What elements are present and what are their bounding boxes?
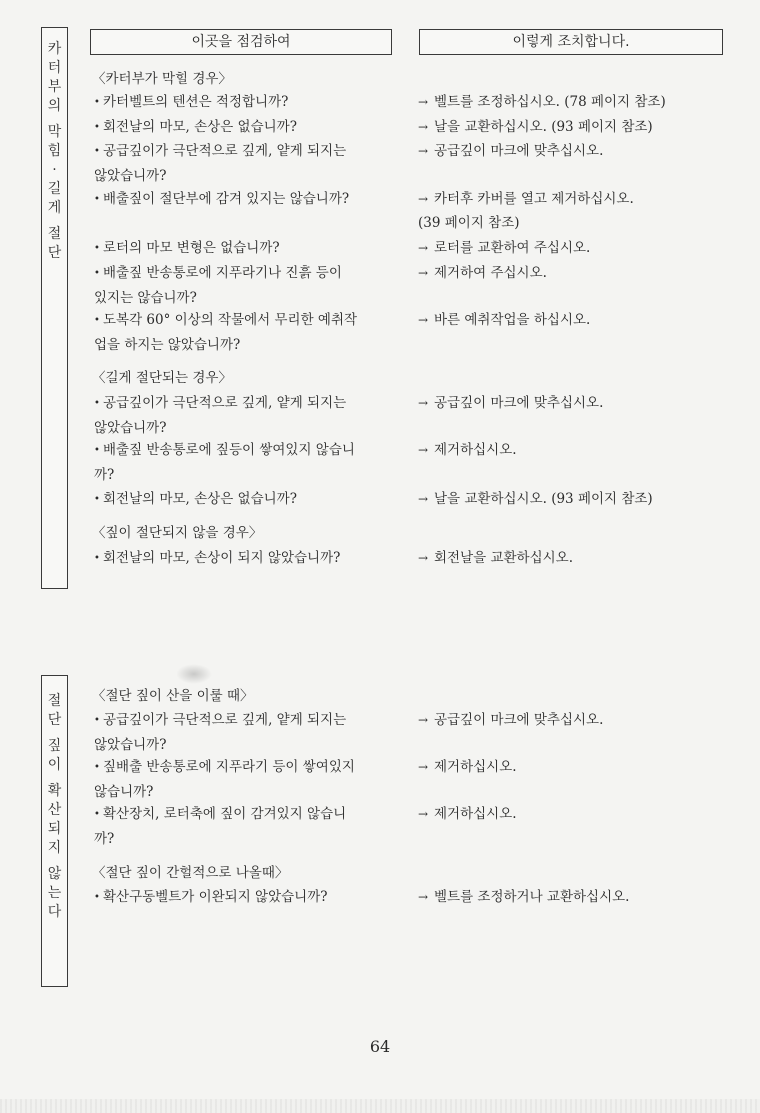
bullet-icon: • (94, 809, 100, 820)
arrow-icon: → (418, 144, 429, 158)
sidebar-box-cutter-clogging (41, 27, 68, 589)
bullet-icon: • (94, 445, 100, 456)
sidebar-char: 되 (47, 821, 62, 837)
sidebar-char: 게 (47, 200, 62, 216)
check-question: 공급깊이가 극단적으로 깊게, 얕게 되지는 않았습니까? (94, 395, 347, 436)
action-item (418, 438, 718, 462)
sidebar-char: 지 (47, 840, 62, 856)
check-item (94, 802, 394, 851)
action-text: 공급깊이 마크에 맞추십시오. (434, 395, 604, 411)
action-text: 벨트를 조정하십시오. (78 페이지 참조) (434, 94, 666, 110)
sidebar-char: 막 (47, 124, 62, 140)
arrow-icon: → (418, 95, 429, 109)
sidebar-char: · (52, 162, 57, 178)
bullet-icon: • (94, 892, 100, 903)
check-question: 확산장치, 로터축에 짚이 감겨있지 않습니 까? (94, 806, 347, 847)
action-item (418, 802, 718, 826)
check-item (94, 885, 394, 910)
arrow-icon: → (418, 241, 429, 255)
check-question: 공급깊이가 극단적으로 깊게, 얕게 되지는 않았습니까? (94, 712, 347, 753)
bullet-icon: • (94, 762, 100, 773)
action-text: 로터를 교환하여 주십시오. (434, 240, 591, 256)
action-item (418, 708, 718, 732)
action-item (418, 391, 718, 415)
sidebar-box-straw-not-spreading (41, 675, 68, 987)
sidebar-char: 길 (47, 181, 62, 197)
sidebar-char: 다 (47, 904, 62, 920)
check-item (94, 546, 394, 571)
action-item (418, 755, 718, 779)
bullet-icon: • (94, 268, 100, 279)
bullet-icon: • (94, 194, 100, 205)
bullet-icon: • (94, 243, 100, 254)
header-action: 이렇게 조치합니다. (419, 29, 723, 55)
action-text: 바른 예취작업을 하십시오. (434, 312, 591, 328)
arrow-icon: → (418, 492, 429, 506)
bullet-icon: • (94, 315, 100, 326)
page-number: 64 (369, 1037, 391, 1056)
bullet-icon: • (94, 553, 100, 564)
arrow-icon: → (418, 760, 429, 774)
action-item (418, 115, 718, 139)
action-text: 회전날을 교환하십시오. (434, 550, 573, 566)
scan-edge (0, 1099, 760, 1113)
arrow-icon: → (418, 192, 429, 206)
action-text: 공급깊이 마크에 맞추십시오. (434, 143, 604, 159)
check-question: 배출짚 반송통로에 짚등이 쌓여있지 않습니 까? (94, 442, 355, 483)
sidebar-char: 터 (47, 60, 62, 76)
check-question: 카터벨트의 텐션은 적정합니까? (103, 94, 289, 110)
bullet-icon: • (94, 146, 100, 157)
check-question: 회전날의 마모, 손상은 없습니까? (103, 491, 297, 507)
action-text: 날을 교환하십시오. (93 페이지 참조) (434, 119, 653, 135)
arrow-icon: → (418, 890, 429, 904)
check-item (94, 139, 394, 188)
arrow-icon: → (418, 313, 429, 327)
bullet-icon: • (94, 494, 100, 505)
check-question: 도복각 60° 이상의 작물에서 무리한 예취작 업을 하지는 않았습니까? (94, 312, 358, 353)
check-item (94, 308, 394, 357)
action-text: 제거하십시오. (434, 806, 517, 822)
section-title: 〈절단 짚이 간헐적으로 나올때〉 (92, 865, 289, 881)
check-question: 공급깊이가 극단적으로 깊게, 얕게 되지는 않았습니까? (94, 143, 347, 184)
sidebar-char: 산 (47, 802, 62, 818)
check-item (94, 438, 394, 487)
check-question: 회전날의 마모, 손상이 되지 않았습니까? (103, 550, 341, 566)
check-item (94, 187, 394, 212)
section-title: 〈절단 짚이 산을 이룰 때〉 (92, 688, 254, 704)
arrow-icon: → (418, 713, 429, 727)
bullet-icon: • (94, 122, 100, 133)
header-check-here: 이곳을 점검하여 (90, 29, 392, 55)
action-item (418, 90, 718, 114)
sidebar-char: 는 (47, 885, 62, 901)
check-question: 배출짚이 절단부에 감겨 있지는 않습니까? (103, 191, 350, 207)
check-item (94, 708, 394, 757)
sidebar-char: 카 (47, 41, 62, 57)
action-text: 제거하십시오. (434, 759, 517, 775)
sidebar-char: 부 (47, 79, 62, 95)
sidebar-char: 힘 (47, 143, 62, 159)
scan-smudge (176, 664, 212, 684)
arrow-icon: → (418, 396, 429, 410)
sidebar-char: 단 (47, 245, 62, 261)
action-item (418, 487, 718, 511)
sidebar-char: 짚 (47, 738, 62, 754)
action-text: 제거하여 주십시오. (434, 265, 547, 281)
arrow-icon: → (418, 807, 429, 821)
action-text: 공급깊이 마크에 맞추십시오. (434, 712, 604, 728)
arrow-icon: → (418, 443, 429, 457)
check-item (94, 487, 394, 512)
action-item (418, 187, 718, 235)
sidebar-char: 의 (47, 98, 62, 114)
bullet-icon: • (94, 97, 100, 108)
sidebar-char: 확 (47, 783, 62, 799)
check-item (94, 115, 394, 140)
check-item (94, 755, 394, 804)
bullet-icon: • (94, 398, 100, 409)
sidebar-char: 이 (47, 757, 62, 773)
action-text: 제거하십시오. (434, 442, 517, 458)
check-question: 회전날의 마모, 손상은 없습니까? (103, 119, 297, 135)
section-title: 〈길게 절단되는 경우〉 (92, 370, 232, 386)
action-text: 카터후 카버를 열고 제거하십시오. (39 페이지 참조) (418, 191, 634, 231)
action-item (418, 139, 718, 163)
check-question: 배출짚 반송통로에 지푸라기나 진흙 등이 있지는 않습니까? (94, 265, 342, 306)
check-item (94, 261, 394, 310)
check-item (94, 391, 394, 440)
sidebar-char: 않 (47, 866, 62, 882)
sidebar-char: 절 (47, 693, 62, 709)
check-question: 로터의 마모 변형은 없습니까? (103, 240, 280, 256)
check-item (94, 236, 394, 261)
action-item (418, 261, 718, 285)
sidebar-char: 단 (47, 712, 62, 728)
action-item (418, 236, 718, 260)
check-question: 짚배출 반송통로에 지푸라기 등이 쌓여있지 않습니까? (94, 759, 355, 800)
action-item (418, 546, 718, 570)
action-text: 날을 교환하십시오. (93 페이지 참조) (434, 491, 653, 507)
section-title: 〈카터부가 막힐 경우〉 (92, 71, 232, 87)
check-item (94, 90, 394, 115)
check-question: 확산구동벨트가 이완되지 않았습니까? (103, 889, 328, 905)
section-title: 〈짚이 절단되지 않을 경우〉 (92, 525, 263, 541)
action-text: 벨트를 조정하거나 교환하십시오. (434, 889, 630, 905)
arrow-icon: → (418, 551, 429, 565)
action-item (418, 885, 718, 909)
arrow-icon: → (418, 266, 429, 280)
arrow-icon: → (418, 120, 429, 134)
sidebar-char: 절 (47, 226, 62, 242)
action-item (418, 308, 718, 332)
bullet-icon: • (94, 715, 100, 726)
